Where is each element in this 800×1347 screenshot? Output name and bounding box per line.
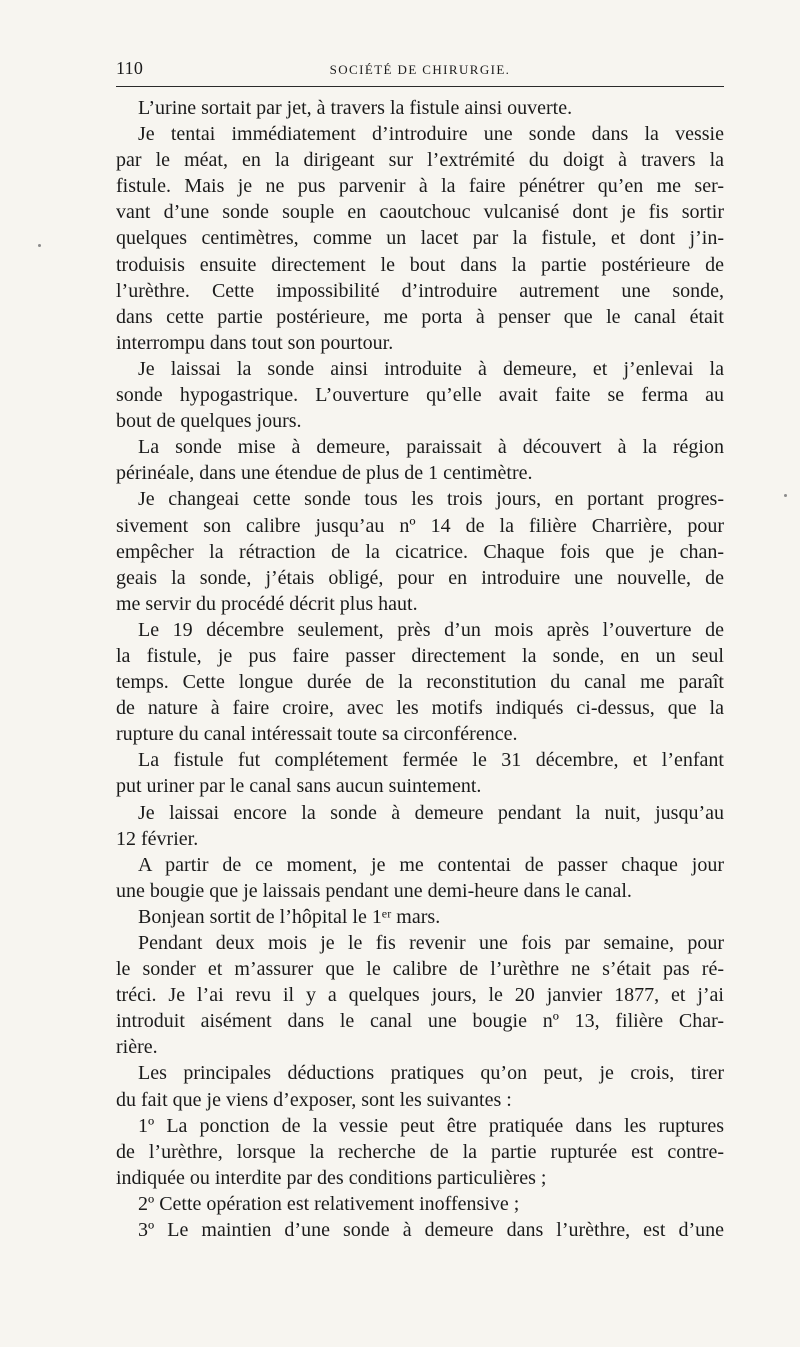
text-line: Je changeai cette sonde tous les trois jours, en portant progres- bbox=[138, 488, 724, 511]
text-line: troduisis ensuite directement le bout dans la partie postérieure de bbox=[116, 253, 724, 276]
text-line: la fistule, je pus faire passer directement la sonde, en un seul bbox=[116, 644, 724, 667]
text-line: 3º Le maintien d’une sonde à demeure dans l’urèthre, est d’une bbox=[138, 1219, 724, 1242]
text-line: Je laissai la sonde ainsi introduite à demeure, et j’enlevai la bbox=[138, 357, 724, 380]
text-line: par le méat, en la dirigeant sur l’extrémité du doigt à travers la bbox=[116, 149, 724, 172]
text-line: rière. bbox=[116, 1036, 158, 1059]
text-line: introduit aisément dans le canal une bougie nº 13, filière Char- bbox=[116, 1010, 724, 1033]
running-head: SOCIÉTÉ DE CHIRURGIE. bbox=[329, 62, 511, 77]
text-line: empêcher la rétraction de la cicatrice. Chaque fois que je chan- bbox=[116, 540, 724, 563]
text-line: L’urine sortait par jet, à travers la fistule ainsi ouverte. bbox=[138, 97, 573, 119]
text-line: sonde hypogastrique. L’ouverture qu’elle avait faite se ferma au bbox=[116, 384, 724, 407]
text-line: interrompu dans tout son pourtour. bbox=[116, 331, 394, 354]
text-line: du fait que je viens d’exposer, sont les suivantes : bbox=[116, 1088, 512, 1111]
text-line: Je laissai encore la sonde à demeure pendant la nuit, jusqu’au bbox=[138, 801, 724, 824]
text-line: une bougie que je laissais pendant une demi-heure dans le canal. bbox=[116, 879, 632, 902]
text-line: sivement son calibre jusqu’au nº 14 de la filière Charrière, pour bbox=[116, 514, 724, 537]
text-line: me servir du procédé décrit plus haut. bbox=[116, 592, 418, 615]
paper-speck bbox=[784, 494, 787, 497]
text-line: fistule. Mais je ne pus parvenir à la faire pénétrer qu’en me ser- bbox=[116, 175, 724, 198]
text-line: Les principales déductions pratiques qu’on peut, je crois, tirer bbox=[138, 1062, 724, 1085]
text-line: tréci. Je l’ai revu il y a quelques jours, le 20 janvier 1877, et j’ai bbox=[116, 984, 724, 1007]
text-line: dans cette partie postérieure, me porta à penser que le canal était bbox=[116, 305, 724, 328]
text-line: geais la sonde, j’étais obligé, pour en introduire une nouvelle, de bbox=[116, 566, 724, 589]
text-line: put uriner par le canal sans aucun suintement. bbox=[116, 775, 482, 798]
page-header bbox=[116, 52, 724, 82]
text-line: de l’urèthre, lorsque la recherche de la partie rupturée est contre- bbox=[116, 1140, 724, 1163]
text-line: vant d’une sonde souple en caoutchouc vulcanisé dont je fis sortir bbox=[116, 201, 724, 224]
text-line: 2º Cette opération est relativement inoffensive ; bbox=[138, 1192, 520, 1215]
header-rule bbox=[116, 86, 724, 87]
paper-speck bbox=[38, 244, 41, 247]
page-number: 110 bbox=[116, 58, 144, 78]
text-line: rupture du canal intéressait toute sa circonférence. bbox=[116, 723, 518, 746]
body-text bbox=[116, 95, 724, 1243]
text-line: Pendant deux mois je le fis revenir une fois par semaine, pour bbox=[138, 932, 724, 954]
text-line: 12 février. bbox=[116, 827, 199, 850]
text-line: 1º La ponction de la vessie peut être pratiquée dans les ruptures bbox=[138, 1114, 724, 1137]
text-line: le sonder et m’assurer que le calibre de l’urèthre ne s’était pas ré- bbox=[116, 958, 724, 981]
text-line: indiquée ou interdite par des conditions particulières ; bbox=[116, 1166, 547, 1189]
text-line: périnéale, dans une étendue de plus de 1 centimètre. bbox=[116, 462, 533, 485]
text-line: La fistule fut complétement fermée le 31 décembre, et l’enfant bbox=[138, 749, 724, 772]
text-line: La sonde mise à demeure, paraissait à découvert à la région bbox=[138, 436, 724, 459]
text-line: de nature à faire croire, avec les motifs indiqués ci-dessus, que la bbox=[116, 697, 724, 720]
text-line: bout de quelques jours. bbox=[116, 410, 302, 433]
text-line: Je tentai immédiatement d’introduire une sonde dans la vessie bbox=[138, 123, 724, 146]
text-line: l’urèthre. Cette impossibilité d’introduire autrement une sonde, bbox=[116, 279, 724, 302]
text-line: quelques centimètres, comme un lacet par la fistule, et dont j’in- bbox=[116, 227, 724, 250]
text-line: A partir de ce moment, je me contentai de passer chaque jour bbox=[138, 853, 724, 876]
text-line: Bonjean sortit de l’hôpital le 1ᵉʳ mars. bbox=[138, 905, 441, 928]
text-line: temps. Cette longue durée de la reconstitution du canal me paraît bbox=[116, 671, 724, 694]
text-line: Le 19 décembre seulement, près d’un mois après l’ouverture de bbox=[138, 618, 724, 641]
